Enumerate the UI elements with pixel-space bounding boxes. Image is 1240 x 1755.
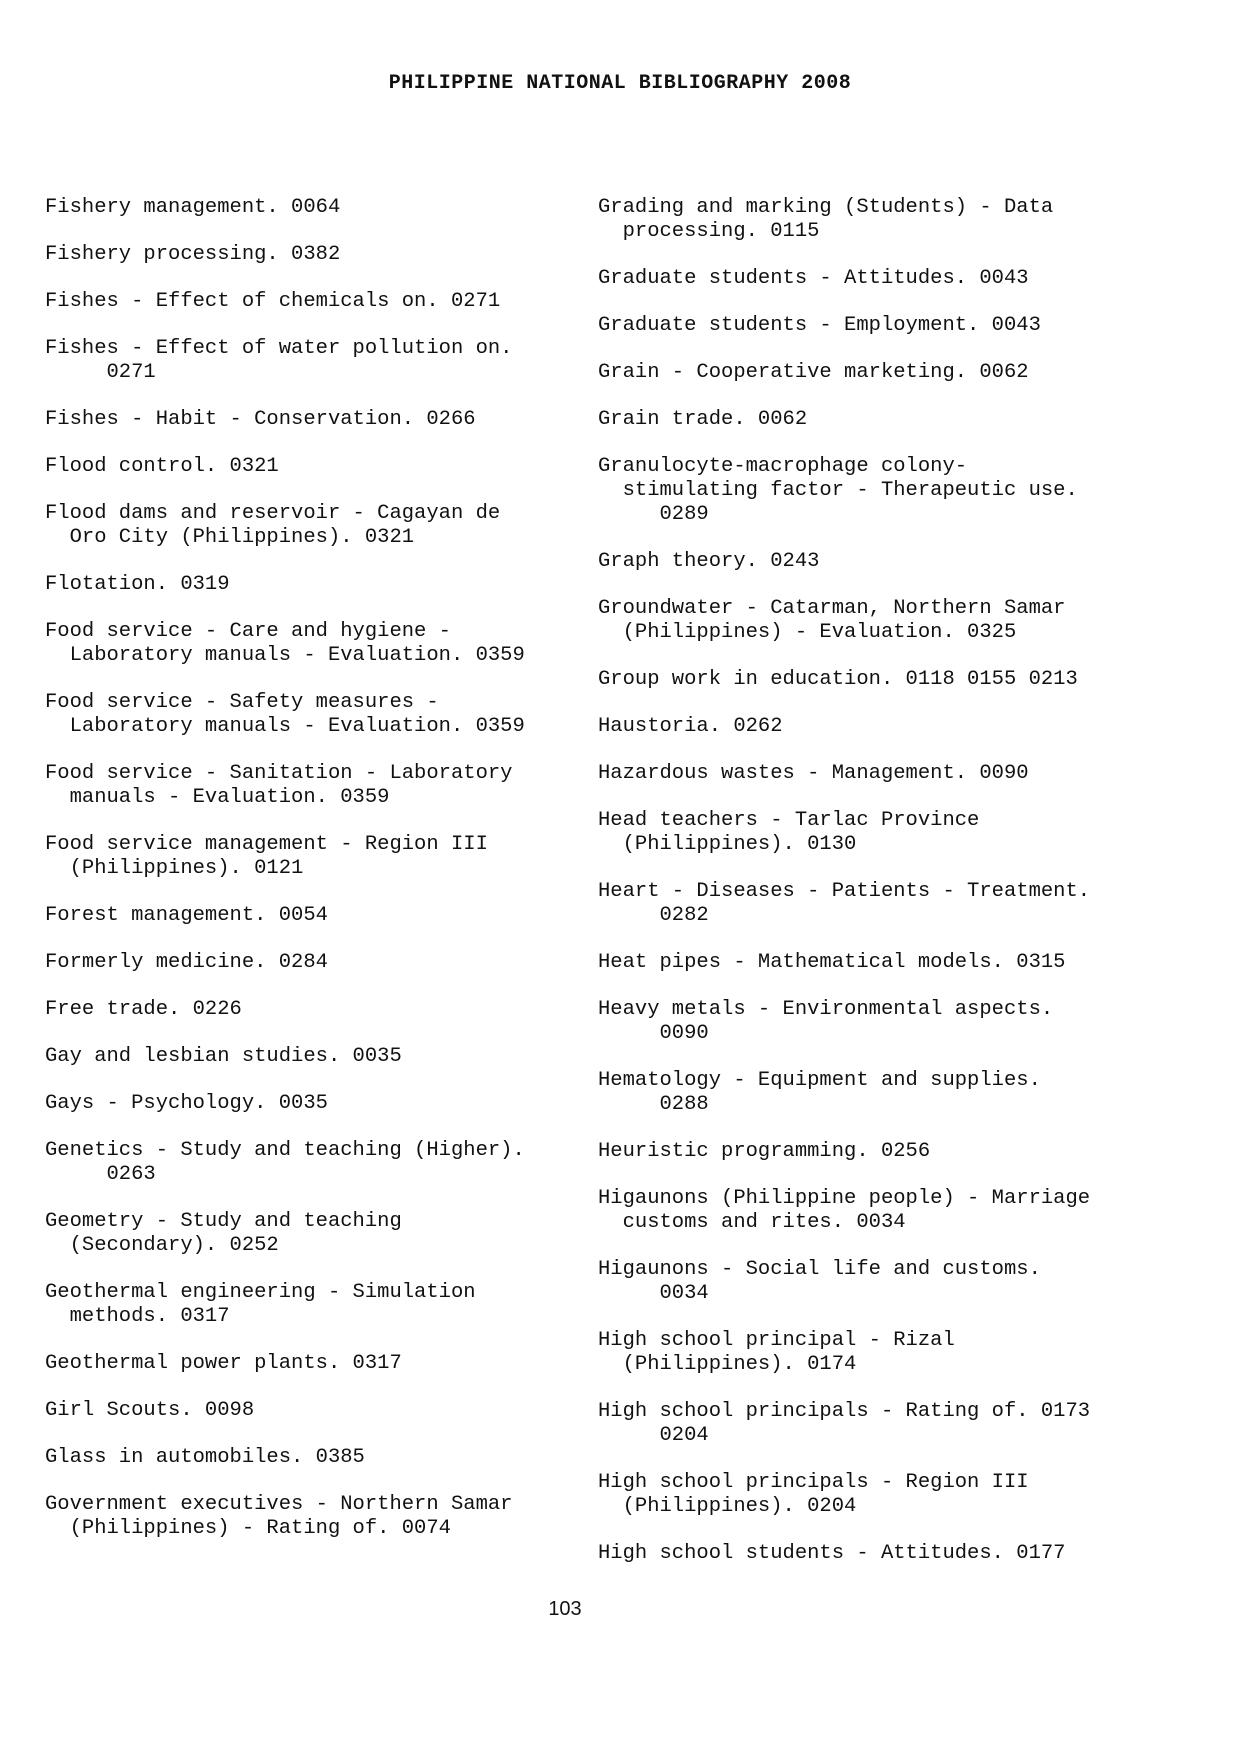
index-entry: Head teachers - Tarlac Province (Philippines). 0130 xyxy=(598,809,980,856)
index-entry: Gay and lesbian studies. 0035 xyxy=(45,1045,402,1068)
index-entry: Groundwater - Catarman, Northern Samar (Philippines) - Evaluation. 0325 xyxy=(598,597,1066,644)
index-entry: Glass in automobiles. 0385 xyxy=(45,1446,365,1469)
index-entry: High school principals - Region III (Philippines). 0204 xyxy=(598,1471,1029,1518)
index-entry: Food service - Safety measures - Laboratory manuals - Evaluation. 0359 xyxy=(45,691,525,738)
index-entry: Higaunons (Philippine people) - Marriage customs and rites. 0034 xyxy=(598,1187,1091,1234)
index-entry: Grading and marking (Students) - Data processing. 0115 xyxy=(598,196,1054,243)
index-entry: Food service management - Region III (Philippines). 0121 xyxy=(45,833,488,880)
index-entry: Fishes - Effect of chemicals on. 0271 xyxy=(45,290,501,313)
index-entry: Geothermal engineering - Simulation methods. 0317 xyxy=(45,1281,476,1328)
index-entry: Grain - Cooperative marketing. 0062 xyxy=(598,361,1029,384)
index-entry: Heat pipes - Mathematical models. 0315 xyxy=(598,951,1066,974)
index-entry: Group work in education. 0118 0155 0213 xyxy=(598,668,1078,691)
index-entry: Food service - Sanitation - Laboratory manuals - Evaluation. 0359 xyxy=(45,762,513,809)
index-entry: Heavy metals - Environmental aspects. 0090 xyxy=(598,998,1054,1045)
index-entry: Haustoria. 0262 xyxy=(598,715,783,738)
index-entry: High school students - Attitudes. 0177 xyxy=(598,1542,1066,1565)
index-entry: Genetics - Study and teaching (Higher). 0263 xyxy=(45,1139,525,1186)
index-entry: Girl Scouts. 0098 xyxy=(45,1399,255,1422)
index-entry: Flood dams and reservoir - Cagayan de Oro City (Philippines). 0321 xyxy=(45,502,501,549)
index-entry: Gays - Psychology. 0035 xyxy=(45,1092,328,1115)
index-entry: Flood control. 0321 xyxy=(45,455,279,478)
index-entry: Geometry - Study and teaching (Secondary). 0252 xyxy=(45,1210,402,1257)
index-entry: Hazardous wastes - Management. 0090 xyxy=(598,762,1029,785)
index-entry: Heuristic programming. 0256 xyxy=(598,1140,931,1163)
index-entry: Geothermal power plants. 0317 xyxy=(45,1352,402,1375)
index-entry: Graduate students - Attitudes. 0043 xyxy=(598,267,1029,290)
page-title: PHILIPPINE NATIONAL BIBLIOGRAPHY 2008 xyxy=(388,72,852,95)
page-number: 103 xyxy=(548,1598,582,1620)
index-column-left xyxy=(45,196,585,1564)
index-entry: High school principal - Rizal (Philippines). 0174 xyxy=(598,1329,955,1376)
index-entry: Free trade. 0226 xyxy=(45,998,242,1021)
index-column-right xyxy=(598,196,1158,1589)
index-entry: Food service - Care and hygiene - Laboratory manuals - Evaluation. 0359 xyxy=(45,620,525,667)
index-entry: Formerly medicine. 0284 xyxy=(45,951,328,974)
index-entry: Fishery processing. 0382 xyxy=(45,243,341,266)
index-entry: Fishery management. 0064 xyxy=(45,196,341,219)
index-entry: Graduate students - Employment. 0043 xyxy=(598,314,1041,337)
index-entry: Higaunons - Social life and customs. 0034 xyxy=(598,1258,1041,1305)
index-entry: Grain trade. 0062 xyxy=(598,408,808,431)
index-entry: Graph theory. 0243 xyxy=(598,550,820,573)
index-entry: Flotation. 0319 xyxy=(45,573,230,596)
index-entry: Granulocyte-macrophage colony- stimulating factor - Therapeutic use. 0289 xyxy=(598,455,1078,526)
index-entry: Hematology - Equipment and supplies. 0288 xyxy=(598,1069,1041,1116)
index-entry: Fishes - Habit - Conservation. 0266 xyxy=(45,408,476,431)
index-entry: Forest management. 0054 xyxy=(45,904,328,927)
index-entry: High school principals - Rating of. 0173 0204 xyxy=(598,1400,1091,1447)
index-entry: Heart - Diseases - Patients - Treatment. 0282 xyxy=(598,880,1091,927)
index-entry: Fishes - Effect of water pollution on. 0271 xyxy=(45,337,513,384)
index-entry: Government executives - Northern Samar (Philippines) - Rating of. 0074 xyxy=(45,1493,513,1540)
